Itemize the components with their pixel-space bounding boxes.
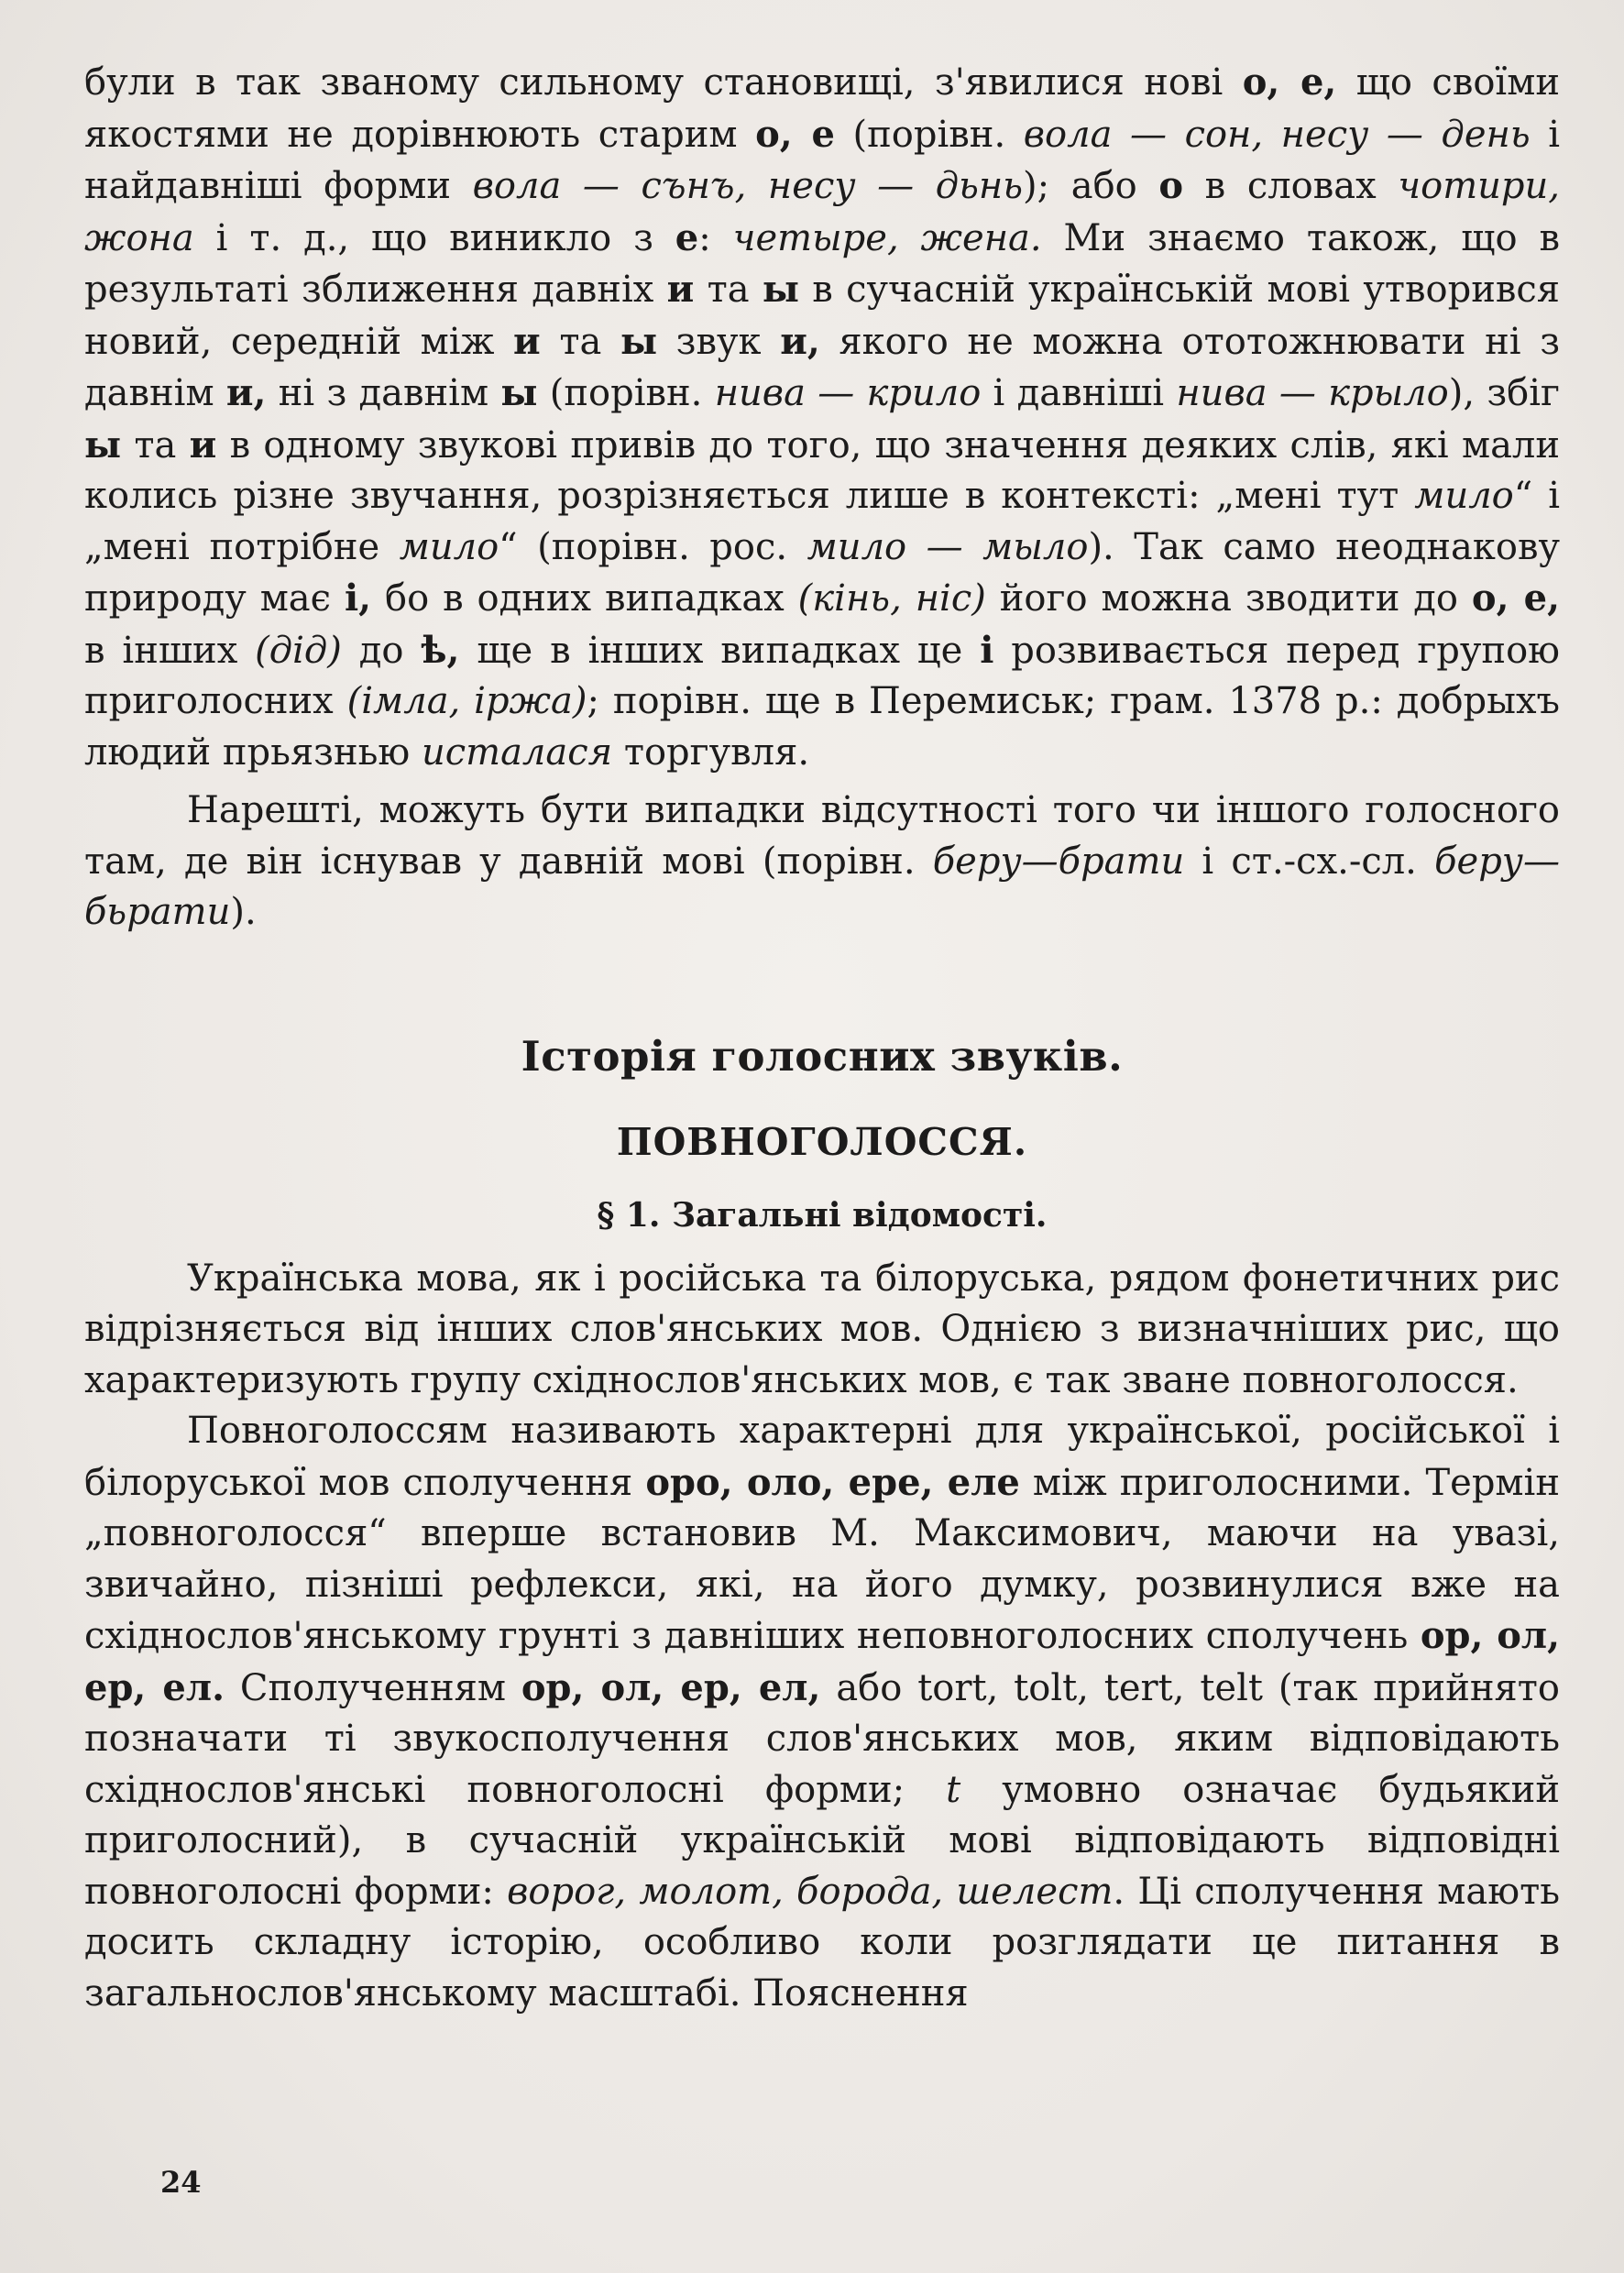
text-run: ще в інших випадках це (459, 629, 981, 672)
text-run: і найдавніші форми (84, 113, 1560, 207)
bold-term: о (1158, 164, 1184, 207)
text-run: ). Так само неоднакову природу має (84, 525, 1560, 620)
italic-example: (кінь, ніс) (797, 577, 986, 620)
paragraph-definition (84, 1406, 1560, 2019)
text-run: в сучасній українській мові утворився новий, середній між (84, 269, 1561, 363)
text-run: і т. д., що виникло з (193, 216, 675, 259)
bold-term: ор, ол, ер, ел, (521, 1665, 821, 1709)
text-run: торгувля. (612, 730, 810, 774)
italic-example: ворог, молот, борода, шелест (507, 1870, 1114, 1913)
paragraph-intro (84, 1254, 1560, 1407)
bold-term: и (666, 268, 695, 311)
text-run: Ми знаємо також, що в результаті зближення давніх (84, 216, 1560, 311)
italic-example: вола — сон, несу — день (1023, 113, 1531, 156)
text-run: до (341, 629, 422, 672)
text-run: Повноголоссям називають характерні для української, російської і білоруської мов сполучення (84, 1410, 1560, 1504)
italic-example: беру—брати (932, 840, 1185, 883)
italic-example: беру—бьрати (84, 840, 1561, 933)
chapter-title: ПОВНОГОЛОССЯ. (616, 1119, 1028, 1164)
text-run: та (121, 423, 190, 467)
text-run: ; порівн. ще в Перемиськ; грам. 1378 р.: добрыхъ людий прьязнью (84, 680, 1560, 774)
bold-term: ы (84, 423, 122, 467)
text-run: Нарешті, можуть бути випадки відсутності того чи іншого голосного там, де він існував у давній мові (порівн. (84, 789, 1560, 883)
paragraph-continuation (84, 57, 1560, 778)
italic-example: t (946, 1768, 961, 1811)
bold-term: оро, оло, ере, еле (645, 1460, 1020, 1504)
italic-example: (імла, іржа) (346, 680, 587, 722)
bold-term: ѣ, (421, 628, 460, 672)
italic-example: нива — крило (714, 372, 982, 414)
italic-example: четыре, жена. (732, 216, 1042, 259)
bold-term: ы (500, 371, 538, 414)
italic-example: вола — сънъ, несу — дьнь (472, 165, 1024, 207)
page-number: 24 (160, 2165, 202, 2200)
section-title: Історія голосних звуків. (521, 1031, 1124, 1081)
italic-example: мило (399, 525, 499, 568)
text-run: були в так званому сильному становищі, з'явилися нові (84, 61, 1243, 104)
italic-example: исталася (421, 730, 613, 774)
text-run: умовно означає будьякий приголосний), в сучасній українській мові відповідають відповідні повноголосні форми: (84, 1768, 1560, 1913)
text-run: ). (230, 891, 257, 933)
text-run: ні з давнім (266, 372, 501, 414)
italic-example: мило (1414, 475, 1514, 517)
bold-term: и, (225, 371, 267, 414)
italic-example: чотири, жона (84, 165, 1561, 259)
text-run: . Ці сполучення мають досить складну історію, особливо коли розглядати це питання в загальнослов'янському масштабі. Пояснення (84, 1870, 1560, 2015)
bold-term: і, (344, 576, 372, 620)
bold-term: ор, ол, ер, ел. (84, 1614, 1560, 1709)
text-run: Українська мова, як і російська та білоруська, рядом фонетичних рис відрізняється від інших слов'янських мов. Однією з визначніших рис, що характеризують групу східнослов'янських мов, є так зване повноголосся. (84, 1257, 1560, 1401)
text-run: (порівн. (834, 113, 1024, 156)
text-run: в інших (84, 629, 256, 672)
bold-term: и (513, 319, 541, 363)
text-run: ); або (1023, 165, 1159, 207)
bold-term: ы (620, 319, 658, 363)
bold-term: е (675, 215, 699, 259)
text-run: в словах (1183, 165, 1399, 207)
text-run: між приголосними. Термін „повноголосся“ вперше встановив М. Максимович, маючи на увазі, звичайно, пізніші рефлекси, які, на його думку, розвинулися вже на східнослов'янському грунті з давніших неповноголосних сполучень (84, 1461, 1560, 1657)
subsection-title: § 1. Загальні відомості. (597, 1195, 1048, 1235)
text-run: якого не можна ототожнювати ні з давнім (84, 320, 1561, 414)
bold-term: о, е, (1242, 60, 1337, 104)
text-run: що своїми якостями не дорівнюють старим (84, 61, 1560, 156)
text-run: бо в одних випадках (371, 577, 798, 620)
italic-example: мило — мыло (807, 525, 1089, 568)
italic-example: нива — крыло (1176, 372, 1449, 414)
text-run: розвивається перед групою приголосних (84, 629, 1560, 722)
text-run: : (698, 216, 733, 259)
bold-term: и, (780, 319, 820, 363)
text-run: його можна зводити до (985, 577, 1472, 620)
text-run: в одному звукові привів до того, що значення деяких слів, які мали колись різне звучання, розрізняється лише в контексті: „мені тут (84, 423, 1560, 517)
text-run: ), збіг (1448, 372, 1560, 414)
bold-term: ы (762, 268, 799, 311)
page-content (84, 57, 1560, 2019)
text-run: “ і „мені потрібне (84, 475, 1560, 568)
text-run: і давніші (981, 372, 1177, 414)
text-run: або tort, tolt, tert, telt (так прийнято позначати ті звукосполучення слов'янських мов, яким відповідають східнослов'янські повноголосні форми; (84, 1666, 1560, 1811)
text-run: та (694, 269, 763, 311)
text-run: звук (657, 320, 781, 363)
italic-example: (дід) (255, 629, 342, 672)
paragraph-finally (84, 785, 1560, 939)
bold-term: і (980, 628, 994, 672)
text-run: (порівн. (537, 372, 715, 414)
bold-term: о, е (755, 112, 835, 156)
bold-term: и (189, 423, 217, 467)
text-run: “ (порівн. рос. (499, 525, 807, 568)
text-run: Сполученням (225, 1666, 521, 1709)
text-run: і ст.-сх.-сл. (1184, 840, 1435, 883)
text-run: та (540, 320, 620, 363)
bold-term: о, е, (1471, 576, 1560, 620)
